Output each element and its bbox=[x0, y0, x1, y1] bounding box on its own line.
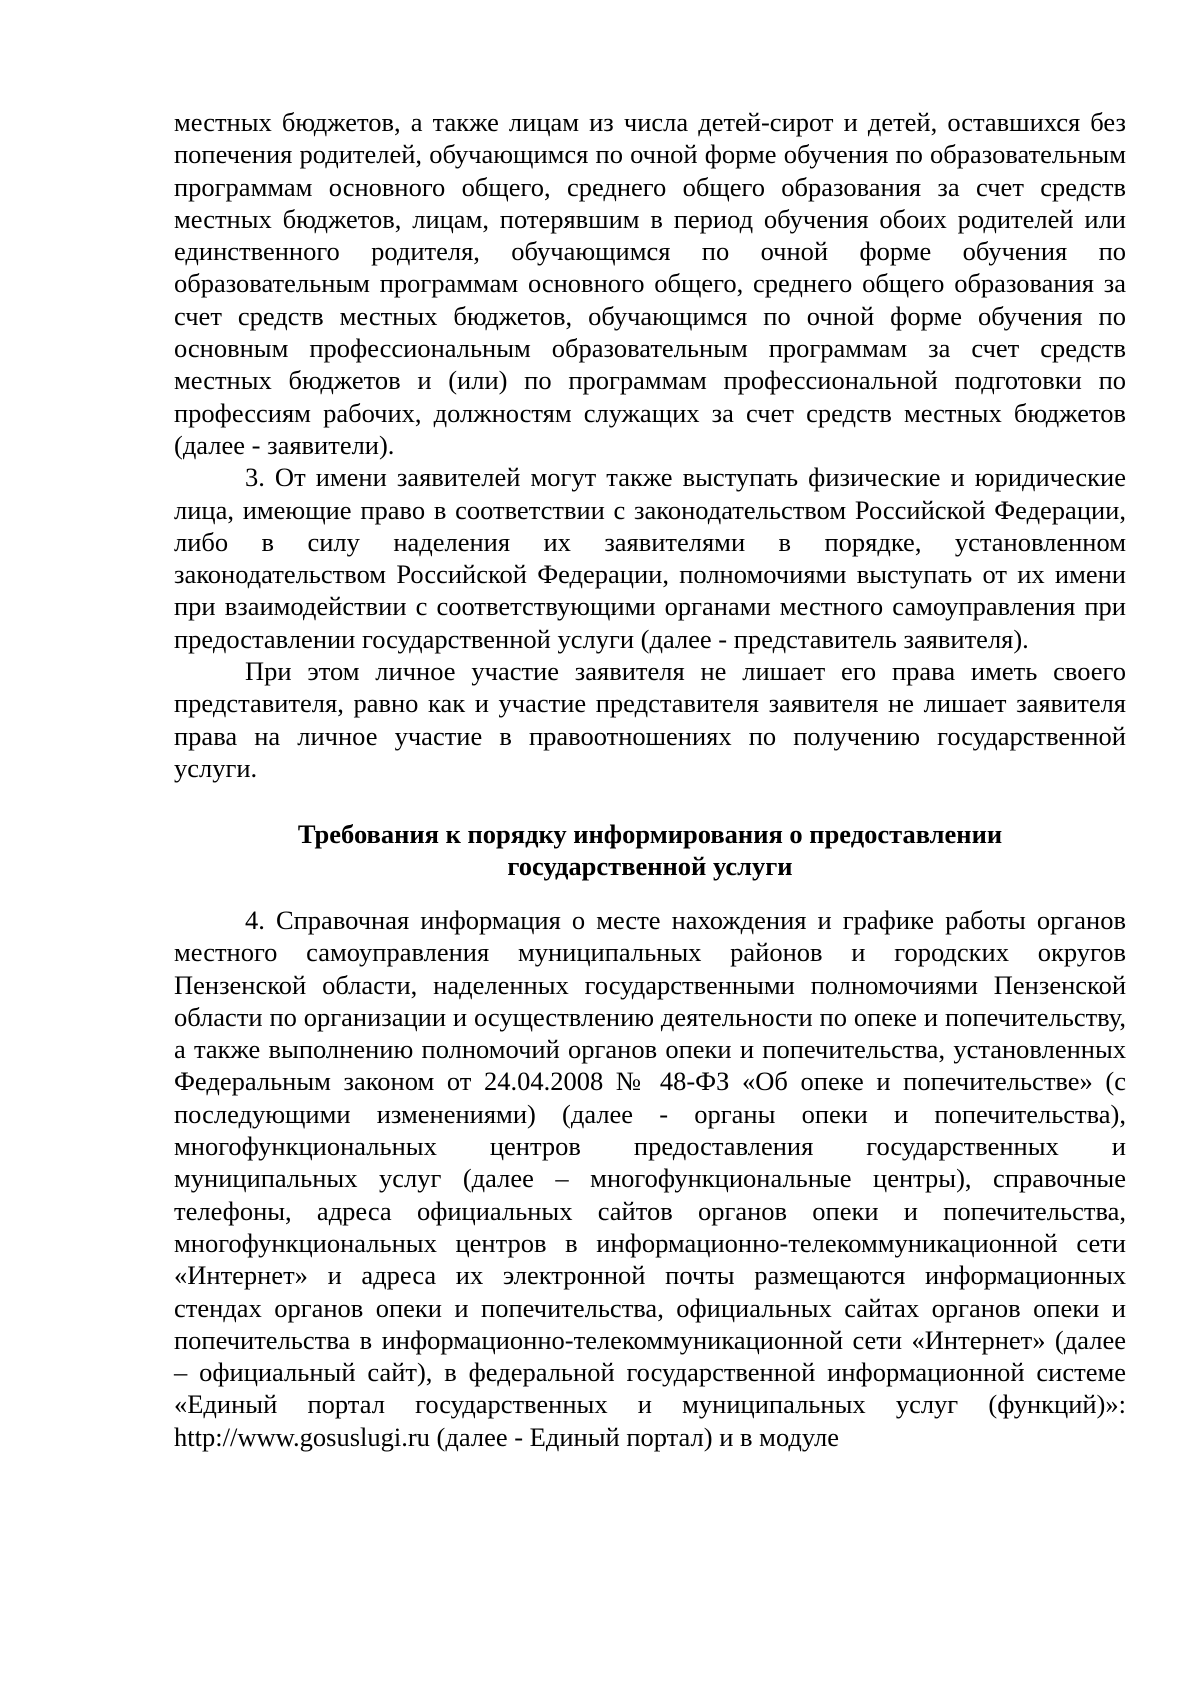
body-text-upper bbox=[174, 106, 1126, 784]
paragraph-continuation: местных бюджетов, а также лицам из числа детей-сирот и детей, оставшихся без попечения родителей, обучающимся по очной форме обучения по образовательным программам основного общего, среднего общего образования за счет средств местных бюджетов, лицам, потерявшим в период обучения обоих родителей или единственного родителя, обучающимся по очной форме обучения по образовательным программам основного общего, среднего общего образования за счет средств местных бюджетов, обучающимся по очной форме обучения по основным профессиональным образовательным программам за счет средств местных бюджетов и (или) по программам профессиональной подготовки по профессиям рабочих, должностям служащих за счет средств местных бюджетов (далее - заявители). bbox=[174, 107, 1126, 460]
paragraph-3: 3. От имени заявителей могут также выступать физические и юридические лица, имеющие право в соответствии с законодательством Российской Федерации, либо в силу наделения их заявителями в порядке, установленном законодательством Российской Федерации, полномочиями выступать от их имени при взаимодействии с соответствующими органами местного самоуправления при предоставлении государственной услуги (далее - представитель заявителя). bbox=[174, 462, 1126, 654]
section-heading bbox=[174, 818, 1126, 882]
paragraph-3-representative: При этом личное участие заявителя не лишает его права иметь своего представителя, равно как и участие представителя заявителя не лишает заявителя права на личное участие в правоотношениях по получению государственной услуги. bbox=[174, 656, 1126, 783]
paragraph-4: 4. Справочная информация о месте нахождения и графике работы органов местного самоуправления муниципальных районов и городских округов Пензенской области, наделенных государственными полномочиями Пензенской области по организации и осуществлению деятельности по опеке и попечительству, а также выполнению полномочий органов опеки и попечительства, установленных Федеральным законом от 24.04.2008 № 48-ФЗ «Об опеке и попечительстве» (с последующими изменениями) (далее - органы опеки и попечительства), многофункциональных центров предоставления государственных и муниципальных услуг (далее – многофункциональные центры), справочные телефоны, адреса официальных сайтов органов опеки и попечительства, многофункциональных центров в информационно-телекоммуникационной сети «Интернет» и адреса их электронной почты размещаются информационных стендах органов опеки и попечительства, официальных сайтах органов опеки и попечительства в информационно-телекоммуникационной сети «Интернет» (далее – официальный сайт), в федеральной государственной информационной системе «Единый портал государственных и муниципальных услуг (функций)»: http://www.gosuslugi.ru (далее - Единый портал) и в модуле bbox=[174, 905, 1126, 1452]
section-heading-line-2: государственной услуги bbox=[507, 851, 793, 881]
section-heading-line-1: Требования к порядку информирования о предоставлении bbox=[297, 819, 1003, 849]
body-text-lower bbox=[174, 904, 1126, 1453]
